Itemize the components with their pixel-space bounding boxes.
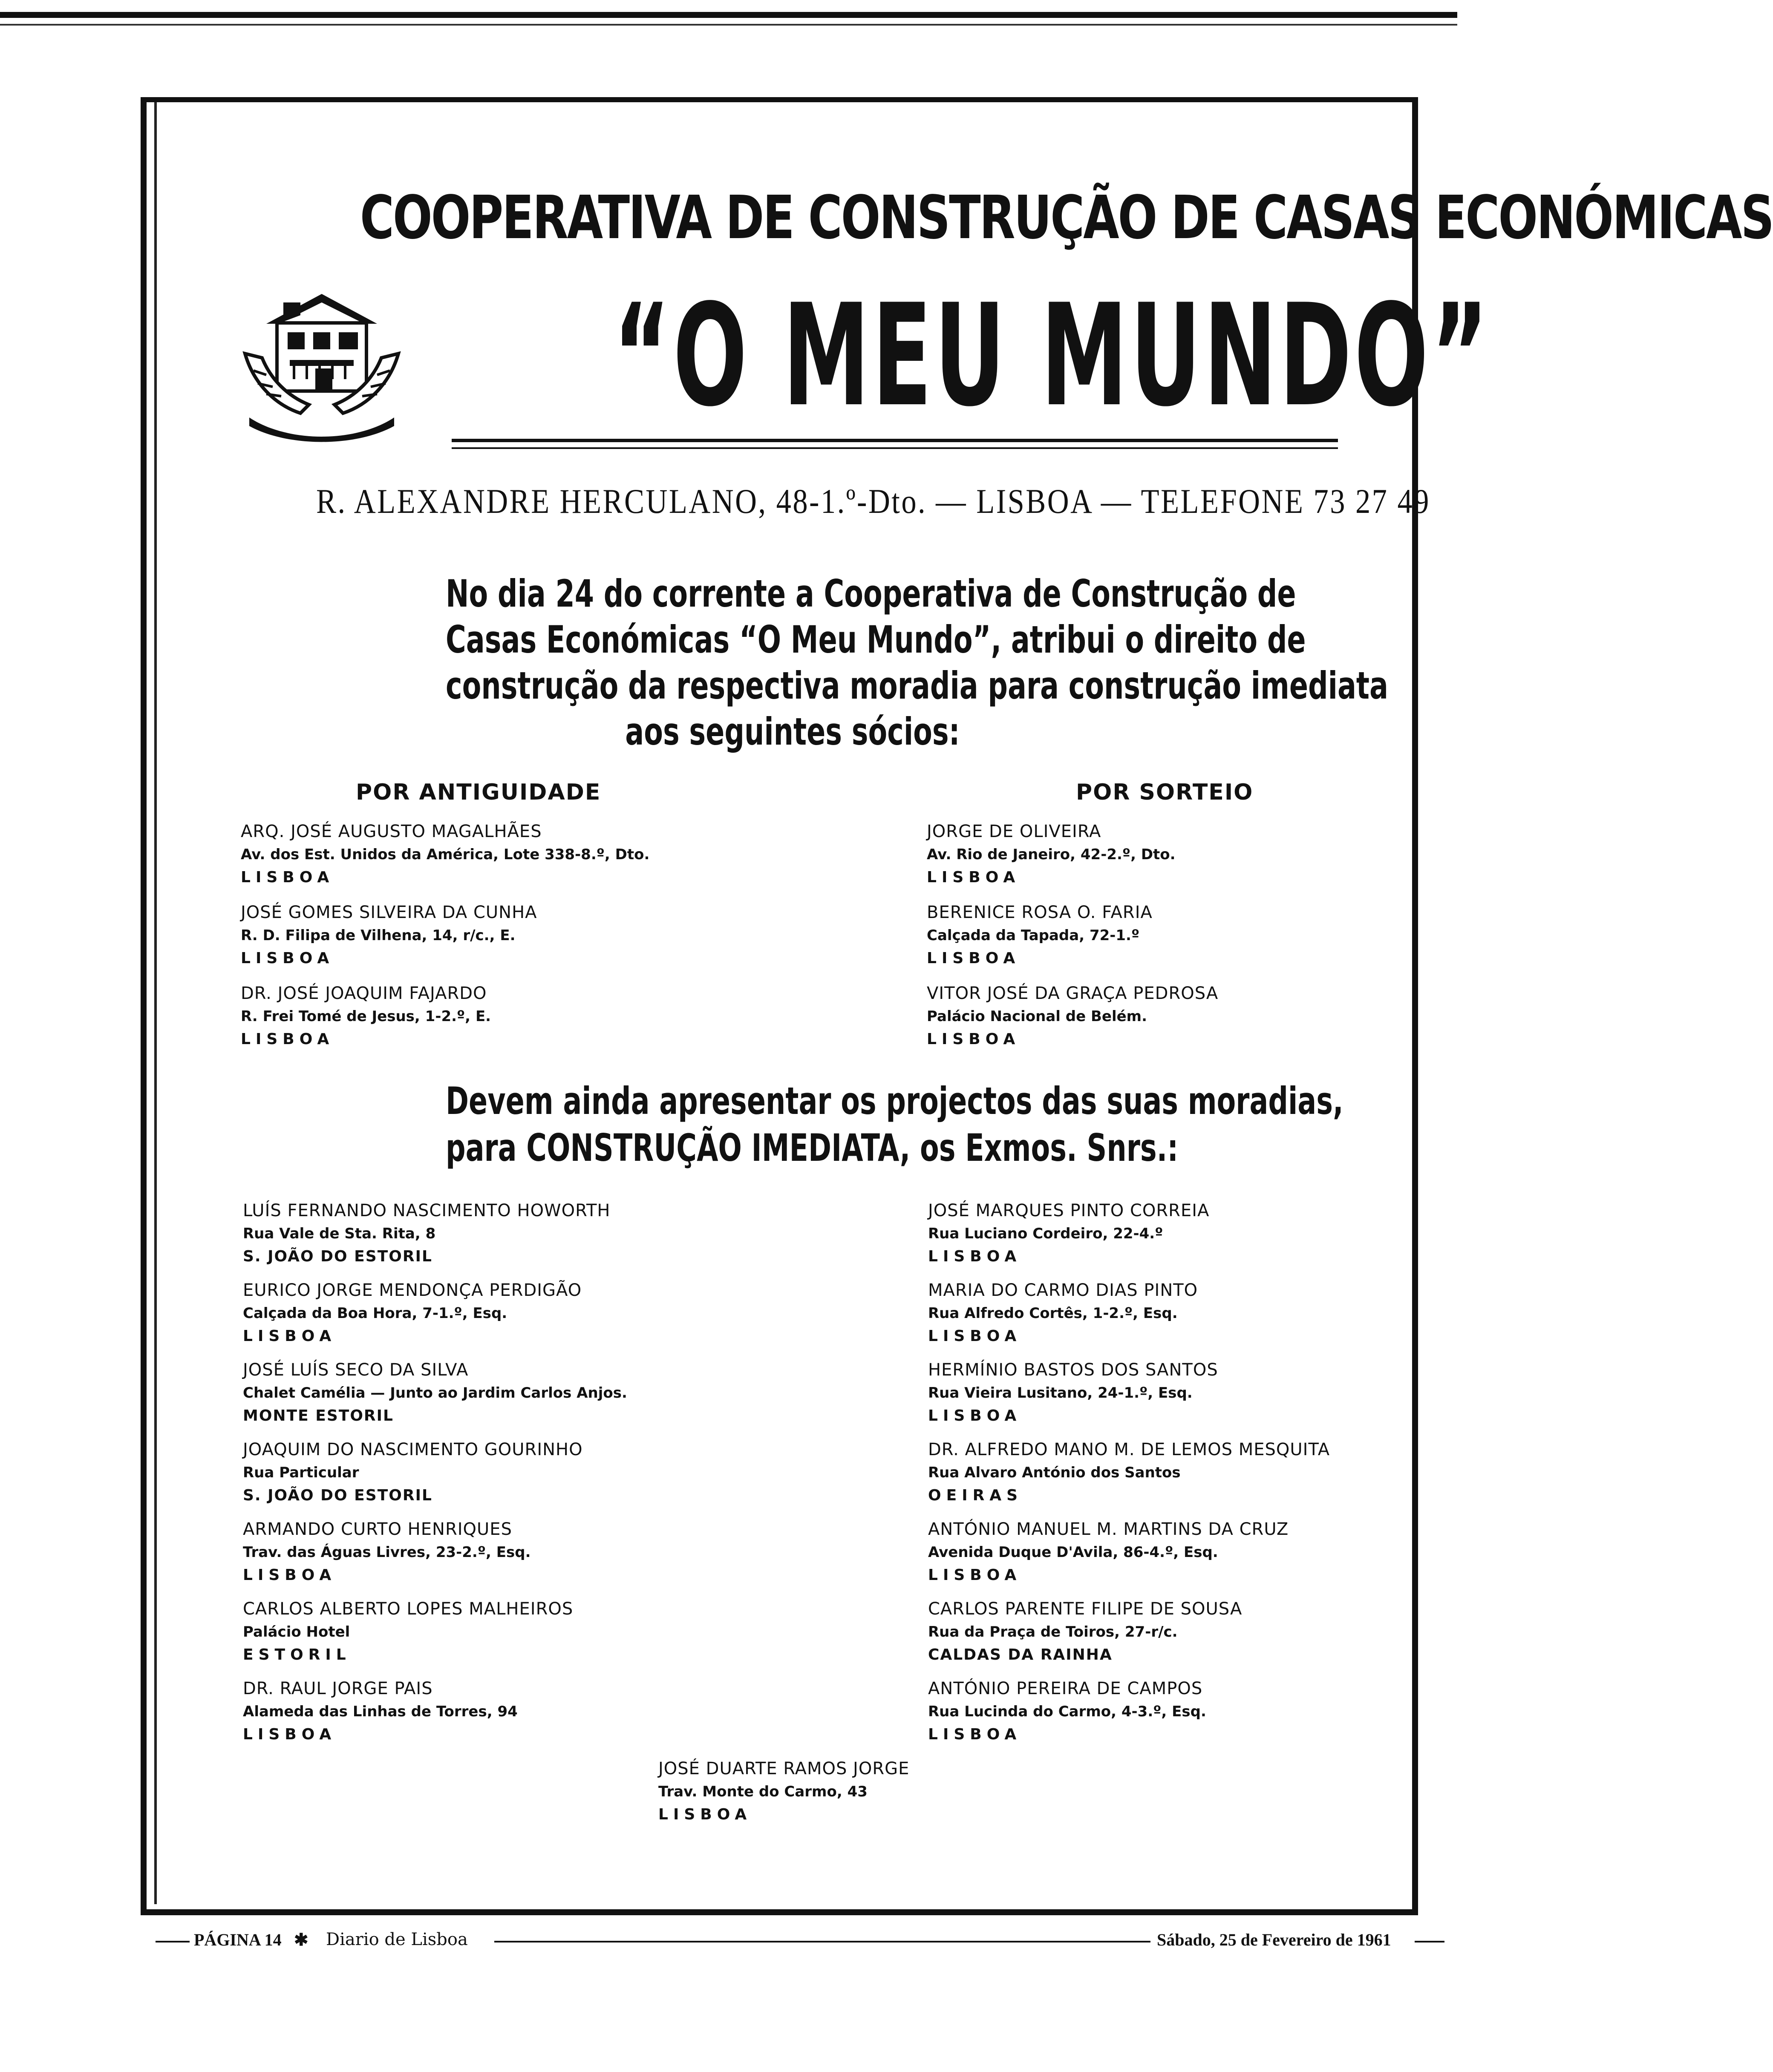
second-heading-line: Devem ainda apresentar os projectos das suas moradias, (446, 1079, 1343, 1123)
member-city: LISBOA (927, 950, 1021, 967)
headline: COOPERATIVA DE CONSTRUÇÃO DE CASAS ECONÓMICAS (360, 183, 1773, 253)
list-item (928, 1518, 1439, 1587)
member-name: CARLOS ALBERTO LOPES MALHEIROS (243, 1599, 574, 1619)
ad-frame-inner-line (154, 102, 157, 1904)
member-address: Palácio Nacional de Belém. (927, 1008, 1147, 1025)
second-heading-line: para CONSTRUÇÃO IMEDIATA, os Exmos. Snrs.: (446, 1126, 1179, 1170)
member-address: R. Frei Tomé de Jesus, 1-2.º, E. (241, 1008, 491, 1025)
member-city: CALDAS DA RAINHA (928, 1646, 1113, 1663)
list-item (927, 820, 1438, 889)
member-name: JOSÉ LUÍS SECO DA SILVA (243, 1360, 469, 1380)
member-name: ARMANDO CURTO HENRIQUES (243, 1519, 512, 1539)
member-address: Chalet Camélia — Junto ao Jardim Carlos Anjos. (243, 1384, 627, 1401)
member-address: Rua da Praça de Toiros, 27-r/c. (928, 1623, 1178, 1640)
list-item (243, 1597, 754, 1666)
publication-date: Sábado, 25 de Fevereiro de 1961 (1157, 1930, 1391, 1949)
list-item (928, 1597, 1439, 1666)
member-address: Trav. Monte do Carmo, 43 (658, 1783, 868, 1800)
member-name: JORGE DE OLIVEIRA (927, 822, 1101, 841)
list-item (241, 982, 752, 1051)
column-title-antiguidade: POR ANTIGUIDADE (356, 780, 601, 805)
member-address: Calçada da Boa Hora, 7-1.º, Esq. (243, 1305, 507, 1322)
list-item (927, 901, 1438, 970)
page-number: PÁGINA 14 (194, 1930, 282, 1949)
member-name: EURICO JORGE MENDONÇA PERDIGÃO (243, 1281, 582, 1300)
intro-line: Casas Económicas “O Meu Mundo”, atribui o direito de (446, 618, 1306, 662)
member-address: Rua Vieira Lusitano, 24-1.º, Esq. (928, 1384, 1193, 1401)
house-in-hands-icon (236, 277, 407, 447)
member-city: LISBOA (928, 1248, 1022, 1265)
member-name: MARIA DO CARMO DIAS PINTO (928, 1281, 1198, 1300)
list-item (928, 1677, 1439, 1746)
member-name: JOSÉ DUARTE RAMOS JORGE (658, 1759, 910, 1778)
list-item (928, 1438, 1439, 1507)
list-item (243, 1518, 754, 1587)
list-item (658, 1757, 1170, 1826)
member-address: Calçada da Tapada, 72-1.º (927, 927, 1140, 944)
member-city: LISBOA (241, 1030, 334, 1048)
list-item (927, 982, 1438, 1051)
newspaper-name: Diario de Lisboa (326, 1930, 468, 1949)
intro-line: aos seguintes sócios: (625, 710, 960, 754)
member-name: JOAQUIM DO NASCIMENTO GOURINHO (243, 1440, 583, 1459)
list-item (241, 820, 752, 889)
member-city: ESTORIL (243, 1646, 351, 1663)
member-address: Av. dos Est. Unidos da América, Lote 338-8.º, Dto. (241, 846, 650, 863)
member-name: JOSÉ MARQUES PINTO CORREIA (928, 1201, 1210, 1220)
member-city: OEIRAS (928, 1487, 1023, 1504)
member-name: CARLOS PARENTE FILIPE DE SOUSA (928, 1599, 1243, 1619)
member-address: Rua Particular (243, 1464, 359, 1481)
member-name: DR. ALFREDO MANO M. DE LEMOS MESQUITA (928, 1440, 1330, 1459)
second-heading (324, 1078, 1343, 1171)
list-item (243, 1279, 754, 1348)
member-city: S. JOÃO DO ESTORIL (243, 1248, 432, 1265)
list-item (243, 1199, 754, 1268)
member-city: LISBOA (927, 869, 1021, 886)
list-item (243, 1358, 754, 1427)
star-icon: ✱ (294, 1930, 308, 1949)
list-item (928, 1358, 1439, 1427)
intro-line: construção da respectiva moradia para construção imediata (446, 664, 1388, 708)
member-city: LISBOA (658, 1806, 752, 1823)
list-item (243, 1677, 754, 1746)
motto-title: “O MEU MUNDO” (613, 274, 1491, 437)
member-address: Rua Alfredo Cortês, 1-2.º, Esq. (928, 1305, 1178, 1322)
member-address: Av. Rio de Janeiro, 42-2.º, Dto. (927, 846, 1176, 863)
top-rule-thin (0, 24, 1457, 26)
member-city: LISBOA (928, 1566, 1022, 1584)
member-name: JOSÉ GOMES SILVEIRA DA CUNHA (241, 903, 537, 922)
member-name: VITOR JOSÉ DA GRAÇA PEDROSA (927, 984, 1219, 1003)
cooperative-address: R. ALEXANDRE HERCULANO, 48-1.º-Dto. — LISBOA — TELEFONE 73 27 49 (316, 482, 1430, 521)
list-item (928, 1279, 1439, 1348)
member-city: MONTE ESTORIL (243, 1407, 394, 1424)
motto-underline-thin (452, 447, 1338, 449)
member-city: S. JOÃO DO ESTORIL (243, 1487, 432, 1504)
member-address: Avenida Duque D'Avila, 86-4.º, Esq. (928, 1544, 1218, 1561)
member-address: Trav. das Águas Livres, 23-2.º, Esq. (243, 1544, 531, 1561)
member-address: Rua Alvaro António dos Santos (928, 1464, 1181, 1481)
footer-rule-middle (494, 1941, 1150, 1942)
member-city: LISBOA (928, 1726, 1022, 1743)
member-name: HERMÍNIO BASTOS DOS SANTOS (928, 1360, 1218, 1380)
list-item (241, 901, 752, 970)
member-name: ANTÓNIO PEREIRA DE CAMPOS (928, 1679, 1203, 1698)
member-name: LUÍS FERNANDO NASCIMENTO HOWORTH (243, 1201, 611, 1220)
member-address: Rua Luciano Cordeiro, 22-4.º (928, 1225, 1163, 1242)
intro-paragraph (324, 571, 1388, 755)
member-city: LISBOA (241, 869, 334, 886)
member-address: Rua Vale de Sta. Rita, 8 (243, 1225, 436, 1242)
member-name: DR. JOSÉ JOAQUIM FAJARDO (241, 984, 487, 1003)
footer-rule-right (1415, 1941, 1444, 1942)
intro-line: No dia 24 do corrente a Cooperativa de Construção de (446, 572, 1296, 616)
member-city: LISBOA (243, 1327, 337, 1345)
member-name: BERENICE ROSA O. FARIA (927, 903, 1153, 922)
member-city: LISBOA (241, 950, 334, 967)
member-address: Alameda das Linhas de Torres, 94 (243, 1703, 518, 1720)
member-city: LISBOA (928, 1327, 1022, 1345)
member-city: LISBOA (243, 1566, 337, 1584)
member-address: Rua Lucinda do Carmo, 4-3.º, Esq. (928, 1703, 1206, 1720)
member-city: LISBOA (243, 1726, 337, 1743)
member-name: ANTÓNIO MANUEL M. MARTINS DA CRUZ (928, 1519, 1289, 1539)
member-name: ARQ. JOSÉ AUGUSTO MAGALHÃES (241, 822, 542, 841)
list-item (243, 1438, 754, 1507)
member-address: Palácio Hotel (243, 1623, 350, 1640)
member-city: LISBOA (928, 1407, 1022, 1424)
member-city: LISBOA (927, 1030, 1021, 1048)
footer-rule-left (156, 1941, 190, 1942)
column-title-sorteio: POR SORTEIO (1076, 780, 1254, 805)
member-name: DR. RAUL JORGE PAIS (243, 1679, 433, 1698)
list-item (928, 1199, 1439, 1268)
motto-underline (452, 439, 1338, 442)
member-address: R. D. Filipa de Vilhena, 14, r/c., E. (241, 927, 516, 944)
top-rule (0, 12, 1457, 18)
